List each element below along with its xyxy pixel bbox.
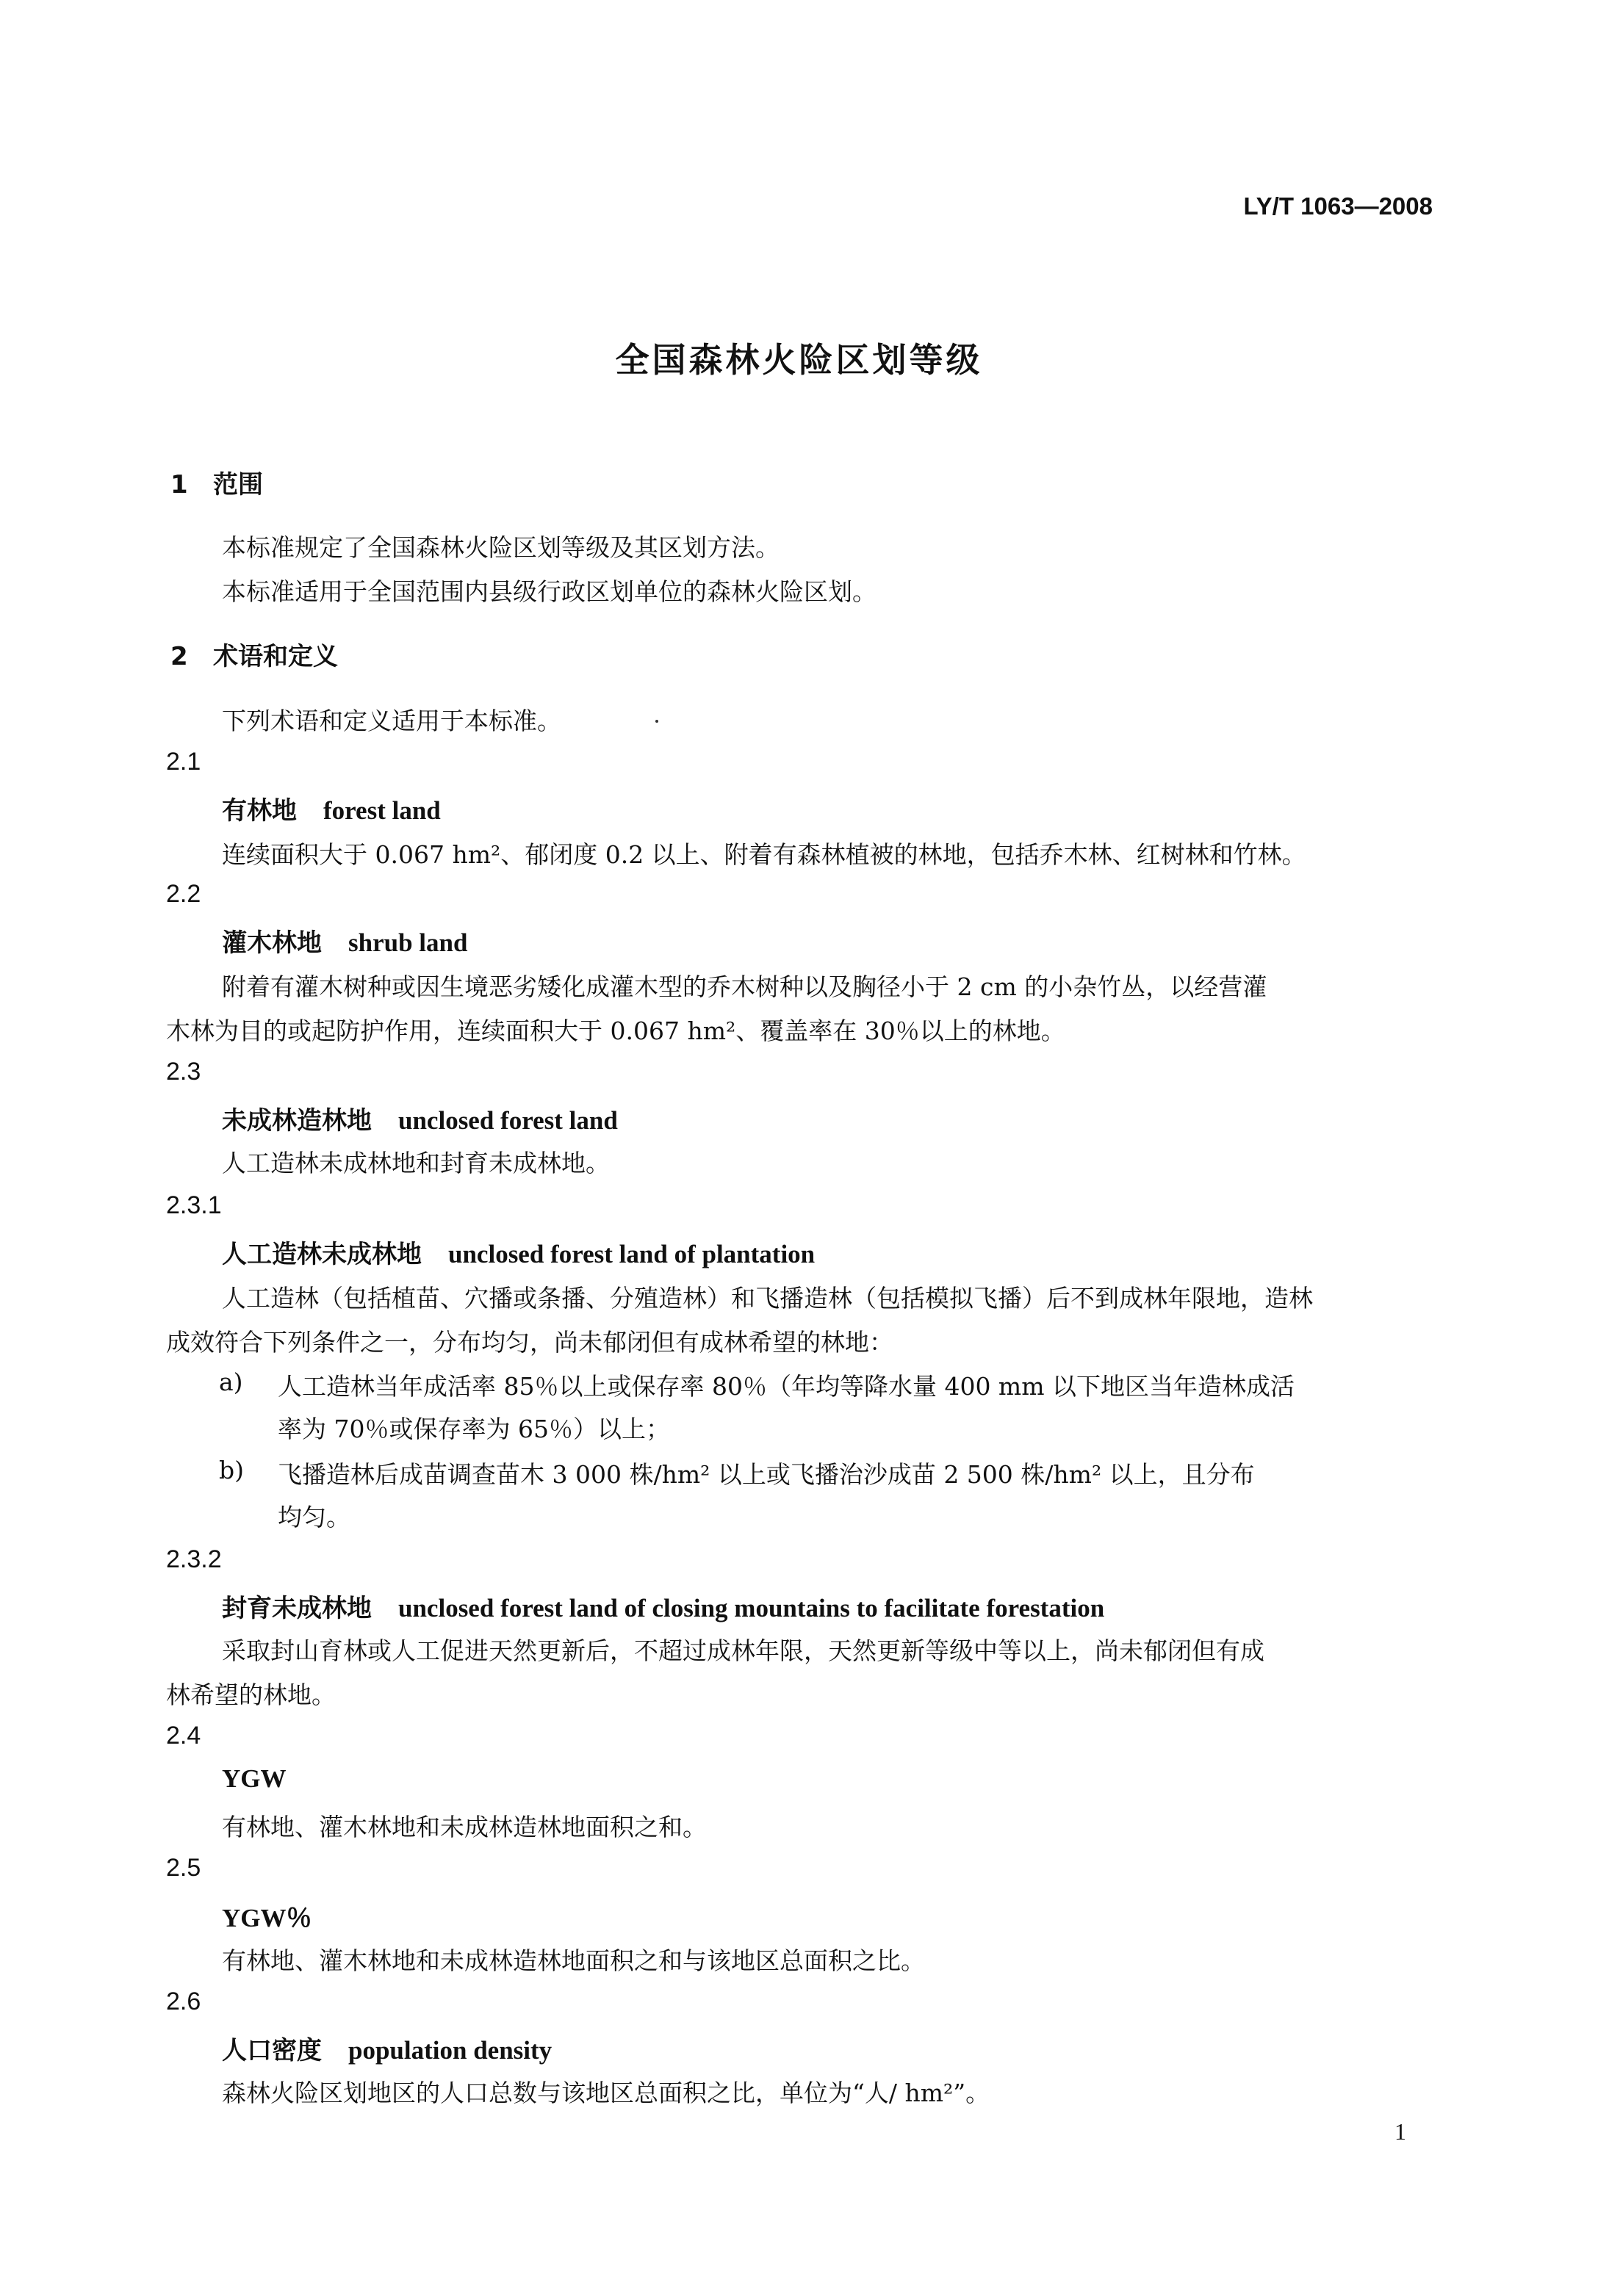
term-number: 2.6 — [166, 1988, 201, 2015]
list-marker: a) — [219, 1368, 243, 1396]
document-title: 全国森林火险区划等级 — [615, 340, 983, 380]
term-zh: 人口密度 — [222, 2036, 322, 2065]
term-code: YGW％ — [222, 1904, 312, 1932]
term-en: population density — [348, 2036, 553, 2065]
term-zh: 有林地 — [222, 796, 297, 826]
term-heading — [222, 1234, 815, 1270]
term-heading — [222, 1588, 1104, 1624]
term-heading — [222, 1898, 312, 1935]
definition-line: 采取封山育林或人工促进天然更新后，不超过成林年限，天然更新等级中等以上，尚未郁闭但有成 — [222, 1636, 1264, 1665]
list-marker: b) — [219, 1456, 244, 1484]
section-title: 范围 — [213, 470, 263, 499]
list-item-line: 飞播造林后成苗调查苗木 3 000 株/hm² 以上或飞播治沙成苗 2 500 株/hm² 以上，且分布 — [278, 1460, 1255, 1489]
term-heading — [222, 1100, 618, 1136]
term-en: unclosed forest land — [398, 1106, 618, 1135]
definition-line: 有林地、灌木林地和未成林造林地面积之和与该地区总面积之比。 — [222, 1946, 925, 1975]
paragraph: 下列术语和定义适用于本标准。 — [222, 707, 561, 735]
term-en: forest land — [323, 796, 441, 825]
section-heading-scope — [170, 464, 263, 500]
section-title: 术语和定义 — [213, 642, 338, 671]
stray-dot — [655, 720, 658, 723]
definition-line: 木林为目的或起防护作用，连续面积大于 0.067 hm²、覆盖率在 30％以上的林地。 — [166, 1017, 1065, 1045]
definition-line: 连续面积大于 0.067 hm²、郁闭度 0.2 以上、附着有森林植被的林地，包括乔木林、红树林和竹林。 — [222, 840, 1306, 869]
term-number: 2.2 — [166, 880, 201, 908]
term-zh: 未成林造林地 — [222, 1106, 372, 1136]
paragraph: 本标准适用于全国范围内县级行政区划单位的森林火险区划。 — [222, 577, 877, 606]
term-number: 2.1 — [166, 748, 201, 776]
page-number: 1 — [1394, 2118, 1406, 2145]
term-zh: 人工造林未成林地 — [222, 1240, 422, 1269]
term-heading — [222, 2030, 552, 2066]
term-number: 2.3.1 — [166, 1191, 222, 1219]
term-zh: 封育未成林地 — [222, 1594, 372, 1623]
paragraph: 本标准规定了全国森林火险区划等级及其区划方法。 — [222, 533, 780, 562]
term-heading — [222, 923, 467, 959]
definition-line: 人工造林（包括植苗、穴播或条播、分殖造林）和飞播造林（包括模拟飞播）后不到成林年限地，造林 — [222, 1284, 1313, 1313]
term-heading — [222, 1764, 287, 1794]
section-heading-terms — [170, 636, 338, 672]
list-item-line: 均匀。 — [278, 1503, 350, 1531]
definition-line: 森林火险区划地区的人口总数与该地区总面积之比，单位为“人/ hm²”。 — [222, 2079, 990, 2107]
term-code: YGW — [222, 1764, 287, 1793]
term-heading — [222, 790, 441, 826]
definition-line: 附着有灌木树种或因生境恶劣矮化成灌木型的乔木树种以及胸径小于 2 cm 的小杂竹丛，以经营灌 — [222, 972, 1267, 1001]
standard-code: LY/T 1063—2008 — [1243, 192, 1433, 220]
term-en: unclosed forest land of closing mountains to facilitate forestation — [398, 1594, 1105, 1622]
list-item-line: 率为 70％或保存率为 65％）以上； — [278, 1415, 670, 1443]
definition-line: 有林地、灌木林地和未成林造林地面积之和。 — [222, 1813, 707, 1841]
term-en: unclosed forest land of plantation — [448, 1240, 816, 1268]
term-number: 2.3 — [166, 1058, 201, 1086]
list-item-line: 人工造林当年成活率 85％以上或保存率 80％（年均等降水量 400 mm 以下地区当年造林成活 — [278, 1372, 1295, 1401]
section-number: 2 — [170, 642, 188, 671]
term-zh: 灌木林地 — [222, 928, 322, 958]
definition-line: 人工造林未成林地和封育未成林地。 — [222, 1149, 610, 1177]
term-number: 2.4 — [166, 1722, 201, 1750]
definition-line: 林希望的林地。 — [166, 1681, 336, 1709]
term-number: 2.3.2 — [166, 1545, 222, 1573]
term-number: 2.5 — [166, 1854, 201, 1882]
section-number: 1 — [170, 470, 188, 499]
definition-line: 成效符合下列条件之一，分布均匀，尚未郁闭但有成林希望的林地： — [166, 1328, 893, 1357]
term-en: shrub land — [348, 928, 468, 957]
